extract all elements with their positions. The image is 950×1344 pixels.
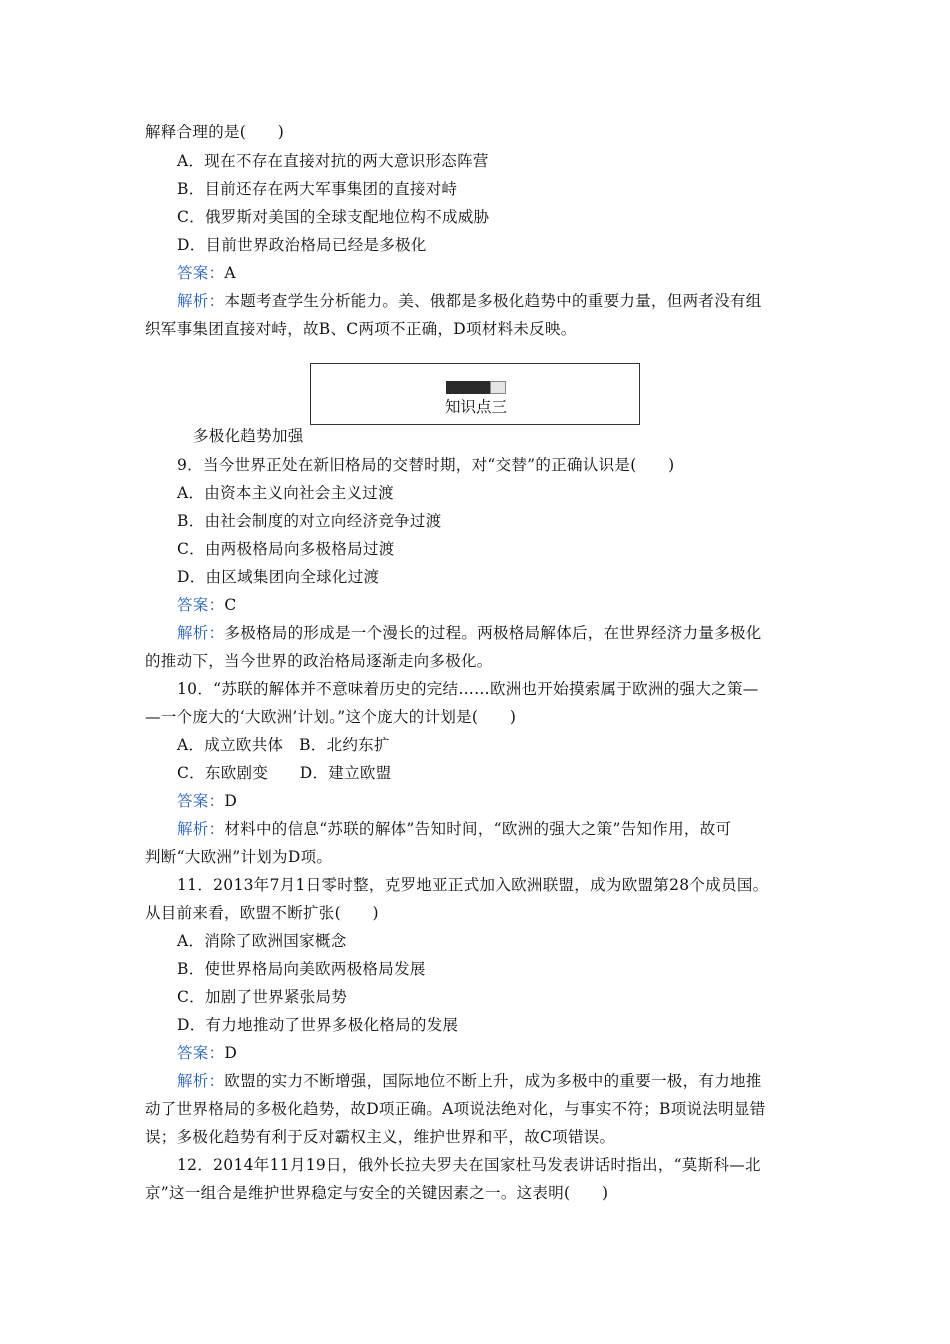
analysis-label: 解析： xyxy=(177,624,225,642)
option-d: D．目前世界政治格局已经是多极化 xyxy=(177,236,427,254)
option-d: D．有力地推动了世界多极化格局的发展 xyxy=(177,1016,459,1034)
question-9: 9．当今世界正处在新旧格局的交替时期，对“交替”的正确认识是( ) xyxy=(177,456,675,474)
answer-value: C xyxy=(224,596,237,614)
option-c: C．加剧了世界紧张局势 xyxy=(177,988,348,1006)
question-10: 10．“苏联的解体并不意味着历史的完结……欧洲也开始摸索属于欧洲的强大之策— xyxy=(177,680,759,698)
option-d: D．由区域集团向全球化过渡 xyxy=(177,568,380,586)
option-b: B．使世界格局向美欧两极格局发展 xyxy=(177,960,426,978)
question-12: 12．2014年11月19日，俄外长拉夫罗夫在国家杜马发表讲话时指出，“莫斯科—北 xyxy=(177,1156,761,1174)
analysis-continuation: 判断“大欧洲”计划为D项。 xyxy=(145,848,333,866)
options-c-d: C．东欧剧变 D．建立欧盟 xyxy=(177,764,392,782)
answer-label: 答案： xyxy=(177,596,225,614)
analysis-text: 本题考查学生分析能力。美、俄都是多极化趋势中的重要力量，但两者没有组 xyxy=(224,292,762,310)
answer-label: 答案： xyxy=(177,792,225,810)
answer-line xyxy=(177,1043,810,1063)
analysis-label: 解析： xyxy=(177,292,225,310)
option-a: A．现在不存在直接对抗的两大意识形态阵营 xyxy=(177,152,489,170)
answer-value: A xyxy=(224,264,236,282)
answer-line xyxy=(177,791,810,811)
analysis-text: 材料中的信息“苏联的解体”告知时间，“欧洲的强大之策”告知作用，故可 xyxy=(224,820,732,838)
question-11: 11．2013年7月1日零时整，克罗地亚正式加入欧洲联盟，成为欧盟第28个成员国。 xyxy=(177,876,769,894)
question-stem-continuation: 解释合理的是( ) xyxy=(145,123,285,141)
section-bar-icon xyxy=(446,381,506,394)
option-a: A．由资本主义向社会主义过渡 xyxy=(177,484,394,502)
options-a-b: A．成立欧共体 B．北约东扩 xyxy=(177,736,390,754)
answer-line xyxy=(177,263,810,283)
question-10-continuation: —一个庞大的‘大欧洲’计划。”这个庞大的计划是( ) xyxy=(145,708,517,726)
answer-value: D xyxy=(224,1044,238,1062)
section-title: 知识点三 xyxy=(444,398,507,416)
option-c: C．俄罗斯对美国的全球支配地位构不成威胁 xyxy=(177,208,490,226)
analysis-continuation: 的推动下，当今世界的政治格局逐渐走向多极化。 xyxy=(145,652,493,670)
analysis-text: 多极格局的形成是一个漫长的过程。两极格局解体后，在世界经济力量多极化 xyxy=(224,624,762,642)
analysis-continuation: 误；多极化趋势有利于反对霸权主义，维护世界和平，故C项错误。 xyxy=(145,1128,616,1146)
answer-label: 答案： xyxy=(177,1044,225,1062)
analysis-line xyxy=(177,623,810,643)
answer-value: D xyxy=(224,792,238,810)
answer-label: 答案： xyxy=(177,264,225,282)
answer-line xyxy=(177,595,810,615)
analysis-text: 欧盟的实力不断增强，国际地位不断上升，成为多极中的重要一极，有力地推 xyxy=(224,1072,762,1090)
analysis-continuation: 动了世界格局的多极化趋势，故D项正确。A项说法绝对化，与事实不符；B项说法明显错 xyxy=(145,1100,766,1118)
analysis-continuation: 织军事集团直接对峙，故B、C两项不正确，D项材料未反映。 xyxy=(145,320,577,338)
knowledge-point-box xyxy=(310,363,640,425)
question-11-continuation: 从目前来看，欧盟不断扩张( ) xyxy=(145,904,379,922)
analysis-label: 解析： xyxy=(177,1072,225,1090)
section-subtitle: 多极化趋势加强 xyxy=(193,427,304,445)
question-12-continuation: 京”这一组合是维护世界稳定与安全的关键因素之一。这表明( ) xyxy=(145,1184,609,1202)
option-c: C．由两极格局向多极格局过渡 xyxy=(177,540,395,558)
analysis-line xyxy=(177,819,810,839)
analysis-label: 解析： xyxy=(177,820,225,838)
option-b: B．由社会制度的对立向经济竞争过渡 xyxy=(177,512,442,530)
analysis-line xyxy=(177,291,810,311)
analysis-line xyxy=(177,1071,810,1091)
option-b: B．目前还存在两大军事集团的直接对峙 xyxy=(177,180,458,198)
option-a: A．消除了欧洲国家概念 xyxy=(177,932,347,950)
